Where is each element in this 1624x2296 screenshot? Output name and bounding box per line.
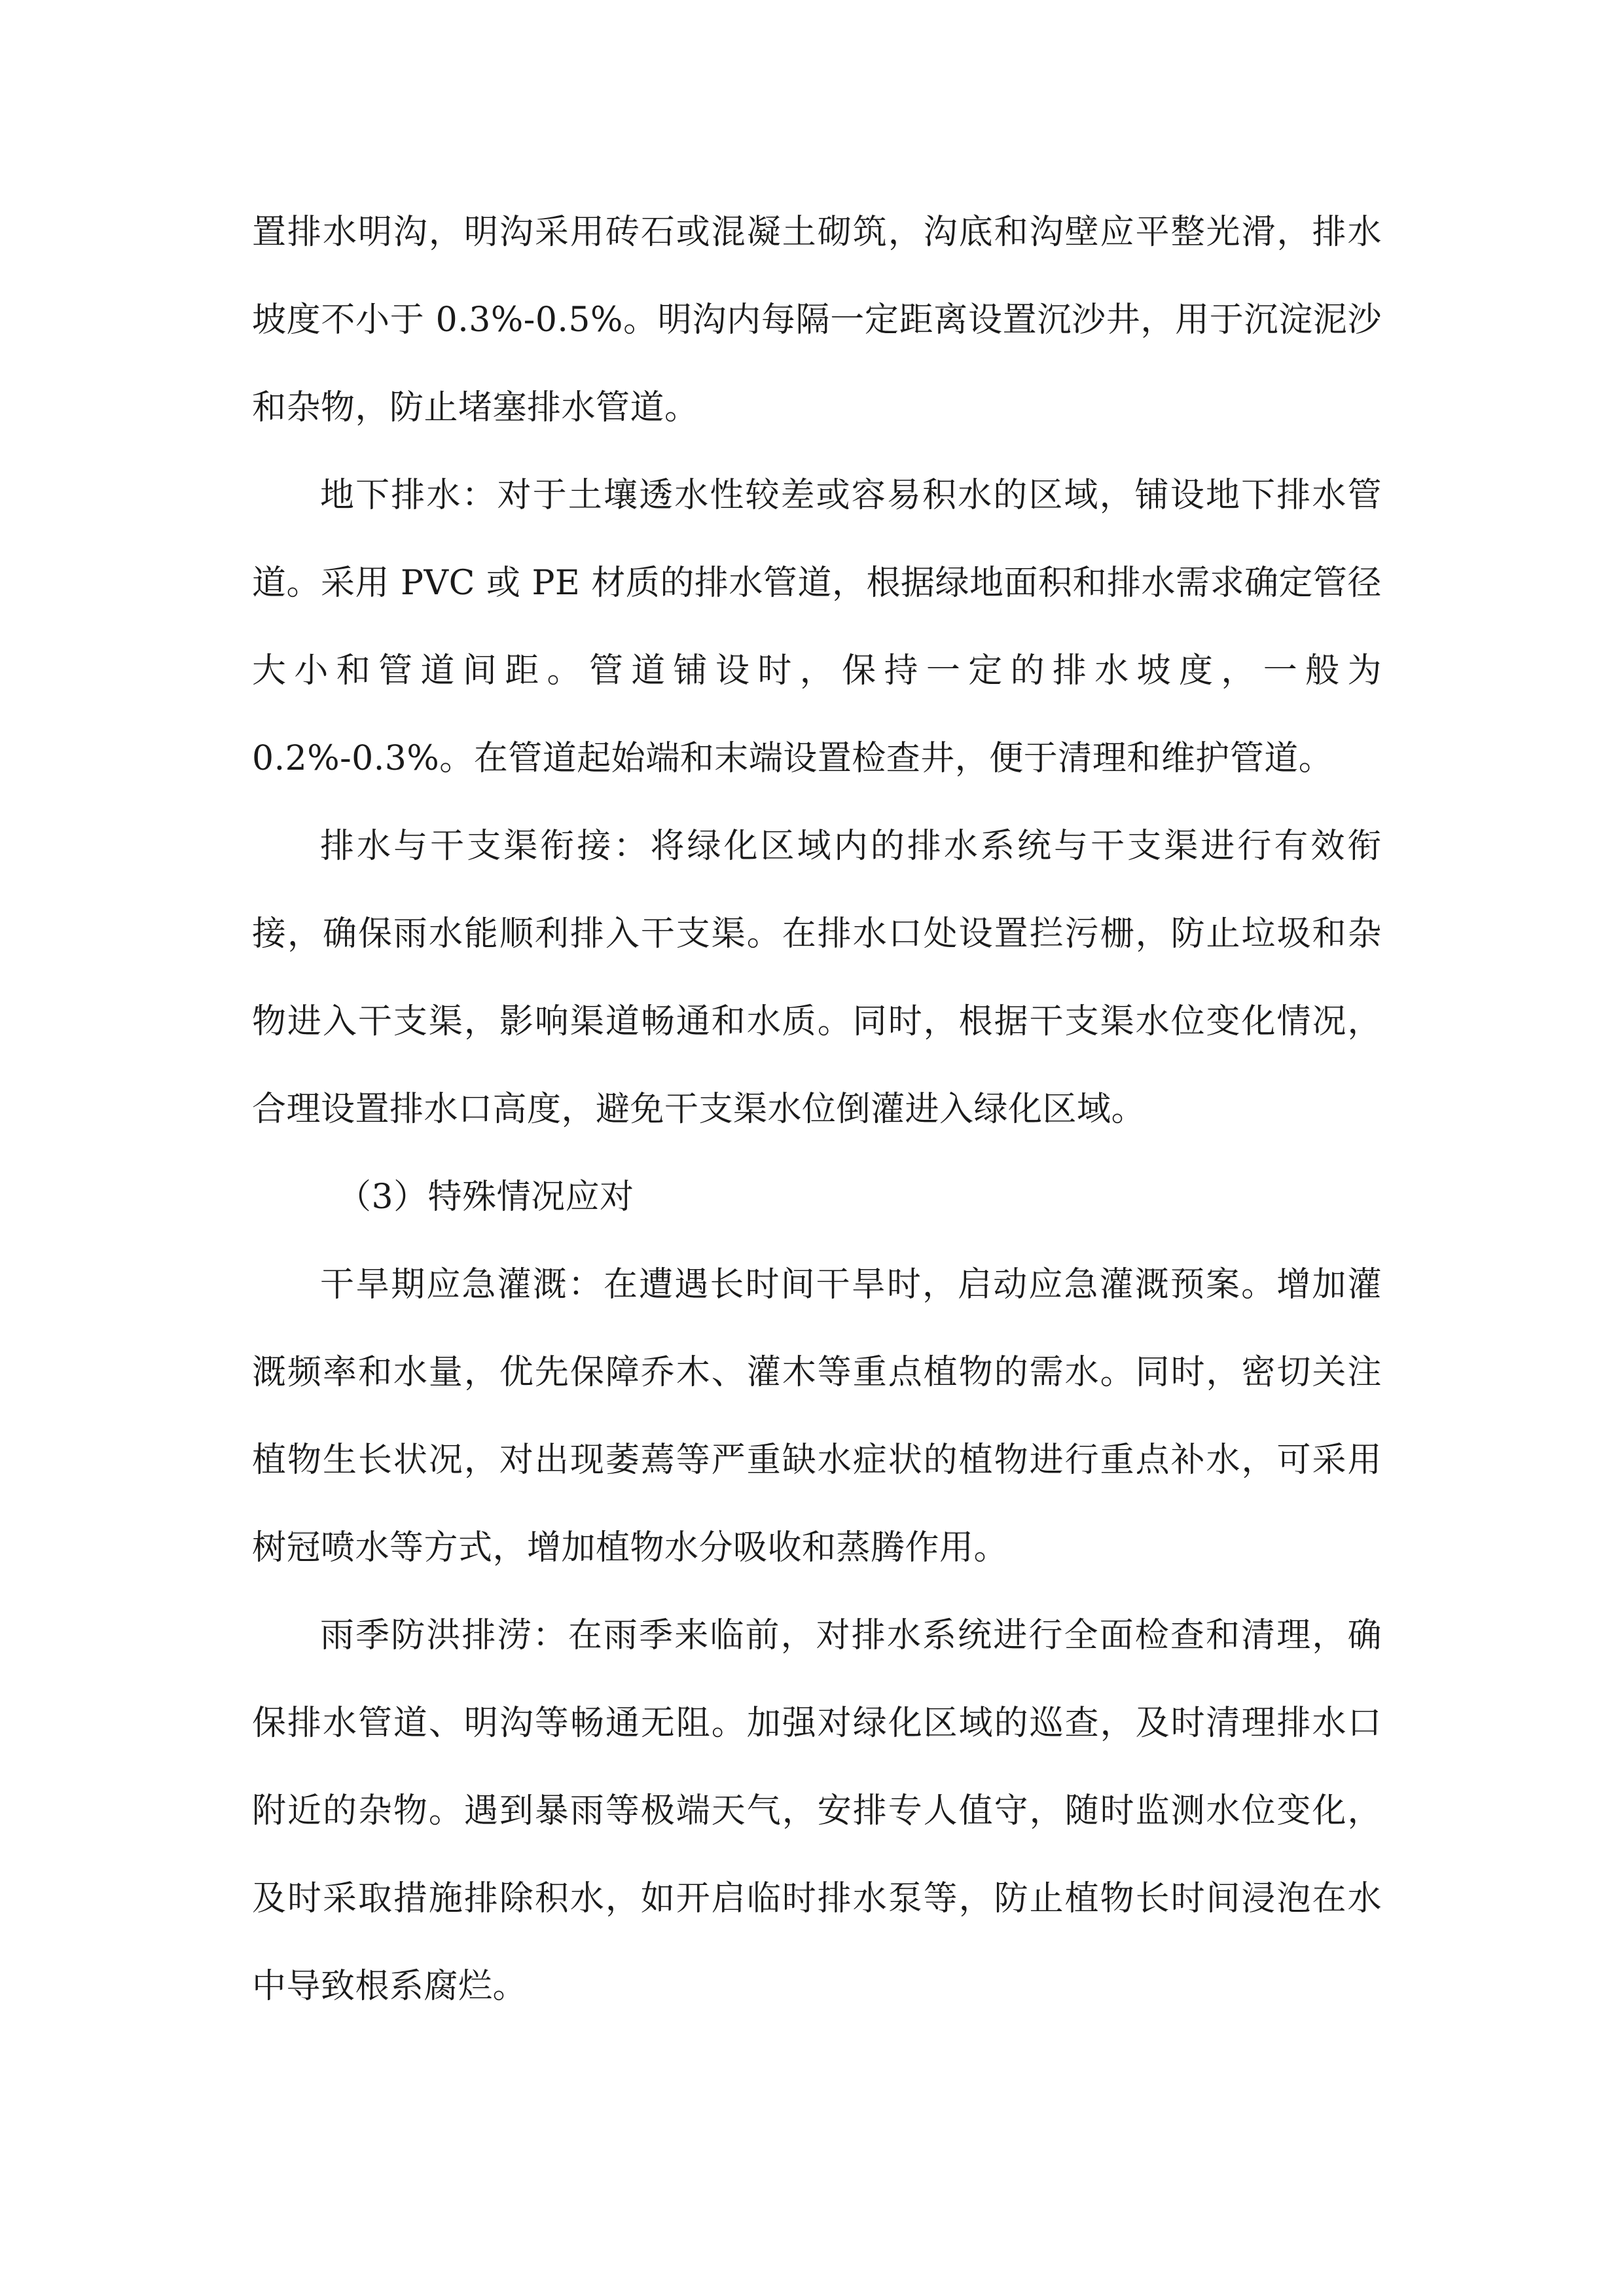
paragraph-rainy-season-drainage: 雨季防洪排涝：在雨季来临前，对排水系统进行全面检查和清理，确保排水管道、明沟等畅通无阻。加强对绿化区域的巡查，及时清理排水口附近的杂物。遇到暴雨等极端天气，安排专人值守，随时监测水位变化，及时采取措施排除积水，如开启临时排水泵等，防止植物长时间浸泡在水中导致根系腐烂。 (252, 1616, 1382, 2006)
body-text (252, 188, 1382, 2030)
section-heading-special-cases: （3）特殊情况应对 (337, 1177, 634, 1217)
paragraph-canal-connection: 排水与干支渠衔接：将绿化区域内的排水系统与干支渠进行有效衔接，确保雨水能顺利排入干支渠。在排水口处设置拦污栅，防止垃圾和杂物进入干支渠，影响渠道畅通和水质。同时，根据干支渠水位变化情况，合理设置排水口高度，避免干支渠水位倒灌进入绿化区域。 (252, 827, 1382, 1129)
paragraph-open-ditch-continued: 置排水明沟，明沟采用砖石或混凝土砌筑，沟底和沟壁应平整光滑，排水坡度不小于 0.3%-0.5%。明沟内每隔一定距离设置沉沙井，用于沉淀泥沙和杂物，防止堵塞排水管道。 (252, 213, 1382, 427)
paragraph-underground-drainage: 地下排水：对于土壤透水性较差或容易积水的区域，铺设地下排水管道。采用 PVC 或 PE 材质的排水管道，根据绿地面积和排水需求确定管径大小和管道间距。管道铺设时，保持一定的排水坡度，一般为 0.2%-0.3%。在管道起始端和末端设置检查井，便于清理和维护管道。 (252, 476, 1382, 778)
paragraph-drought-irrigation: 干旱期应急灌溉：在遭遇长时间干旱时，启动应急灌溉预案。增加灌溉频率和水量，优先保障乔木、灌木等重点植物的需水。同时，密切关注植物生长状况，对出现萎蔫等严重缺水症状的植物进行重点补水，可采用树冠喷水等方式，增加植物水分吸收和蒸腾作用。 (252, 1265, 1382, 1568)
